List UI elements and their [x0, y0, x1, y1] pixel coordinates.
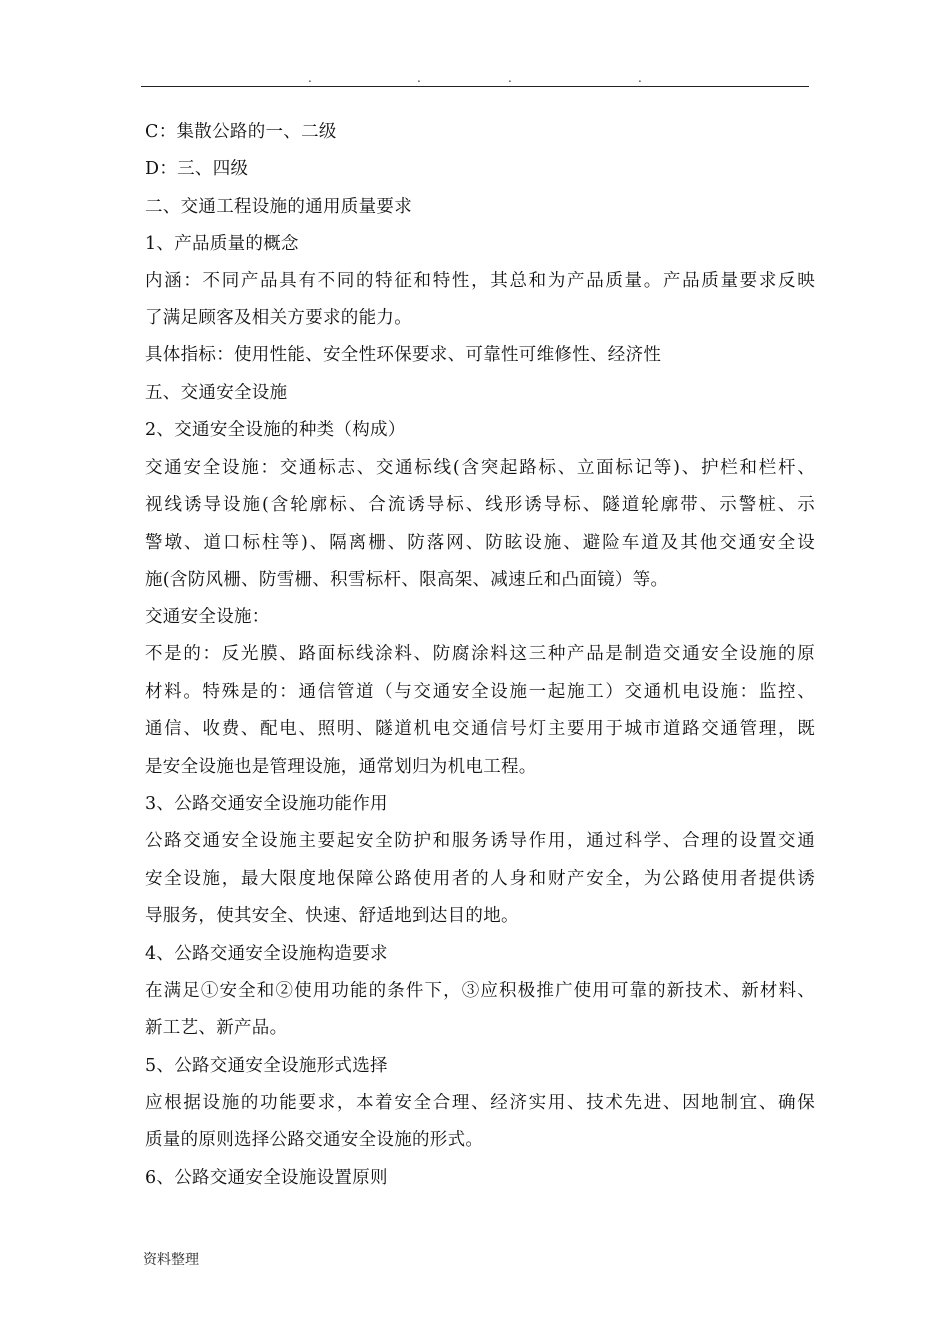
subsection-heading: 6、公路交通安全设施设置原则 — [145, 1168, 388, 1188]
paragraph-line: 视线诱导设施(含轮廓标、合流诱导标、线形诱导标、隧道轮廓带、示警桩、示 — [145, 495, 815, 515]
paragraph-line: 应根据设施的功能要求，本着安全合理、经济实用、技术先进、因地制宜、确保 — [145, 1093, 815, 1113]
section-heading: 五、交通安全设施 — [145, 383, 288, 403]
header-dot: . — [638, 71, 642, 85]
paragraph-line: 通信、收费、配电、照明、隧道机电交通信号灯主要用于城市道路交通管理，既 — [145, 719, 815, 739]
paragraph-line: 具体指标：使用性能、安全性环保要求、可靠性可维修性、经济性 — [145, 345, 662, 365]
paragraph-line: 不是的：反光膜、路面标线涂料、防腐涂料这三种产品是制造交通安全设施的原 — [145, 644, 815, 664]
header-rule — [141, 86, 809, 87]
paragraph-line: 材料。特殊是的：通信管道（与交通安全设施一起施工）交通机电设施：监控、 — [145, 682, 815, 702]
header-dot: . — [308, 71, 312, 85]
subsection-heading: 3、公路交通安全设施功能作用 — [145, 794, 388, 814]
list-item: C：集散公路的一、二级 — [145, 122, 337, 142]
section-heading: 二、交通工程设施的通用质量要求 — [145, 197, 412, 217]
header-dot: . — [417, 71, 421, 85]
header-dot: . — [508, 71, 512, 85]
paragraph-line: 是安全设施也是管理设施，通常划归为机电工程。 — [145, 757, 537, 777]
paragraph-line: 质量的原则选择公路交通安全设施的形式。 — [145, 1130, 484, 1150]
paragraph-line: 内涵：不同产品具有不同的特征和特性，其总和为产品质量。产品质量要求反映 — [145, 271, 815, 291]
paragraph-line: 导服务，使其安全、快速、舒适地到达目的地。 — [145, 906, 519, 926]
paragraph-line: 交通安全设施：交通标志、交通标线(含突起路标、立面标记等)、护栏和栏杆、 — [145, 458, 815, 478]
paragraph-line: 施(含防风栅、防雪栅、积雪标杆、限高架、减速丘和凸面镜）等。 — [145, 570, 669, 590]
subsection-heading: 4、公路交通安全设施构造要求 — [145, 944, 388, 964]
paragraph-line: 新工艺、新产品。 — [145, 1018, 288, 1038]
list-item: D：三、四级 — [145, 159, 249, 179]
paragraph-line: 交通安全设施： — [145, 607, 270, 627]
paragraph-line: 安全设施，最大限度地保障公路使用者的人身和财产安全，为公路使用者提供诱 — [145, 869, 815, 889]
paragraph-line: 公路交通安全设施主要起安全防护和服务诱导作用，通过科学、合理的设置交通 — [145, 831, 815, 851]
subsection-heading: 5、公路交通安全设施形式选择 — [145, 1056, 388, 1076]
subsection-heading: 2、交通安全设施的种类（构成） — [145, 420, 406, 440]
footer-text: 资料整理 — [143, 1252, 199, 1268]
paragraph-line: 了满足顾客及相关方要求的能力。 — [145, 308, 412, 328]
paragraph-line: 警墩、道口标柱等)、隔离栅、防落网、防眩设施、避险车道及其他交通安全设 — [145, 533, 815, 553]
subsection-heading: 1、产品质量的概念 — [145, 234, 299, 254]
paragraph-line: 在满足①安全和②使用功能的条件下，③应积极推广使用可靠的新技术、新材料、 — [145, 981, 815, 1001]
